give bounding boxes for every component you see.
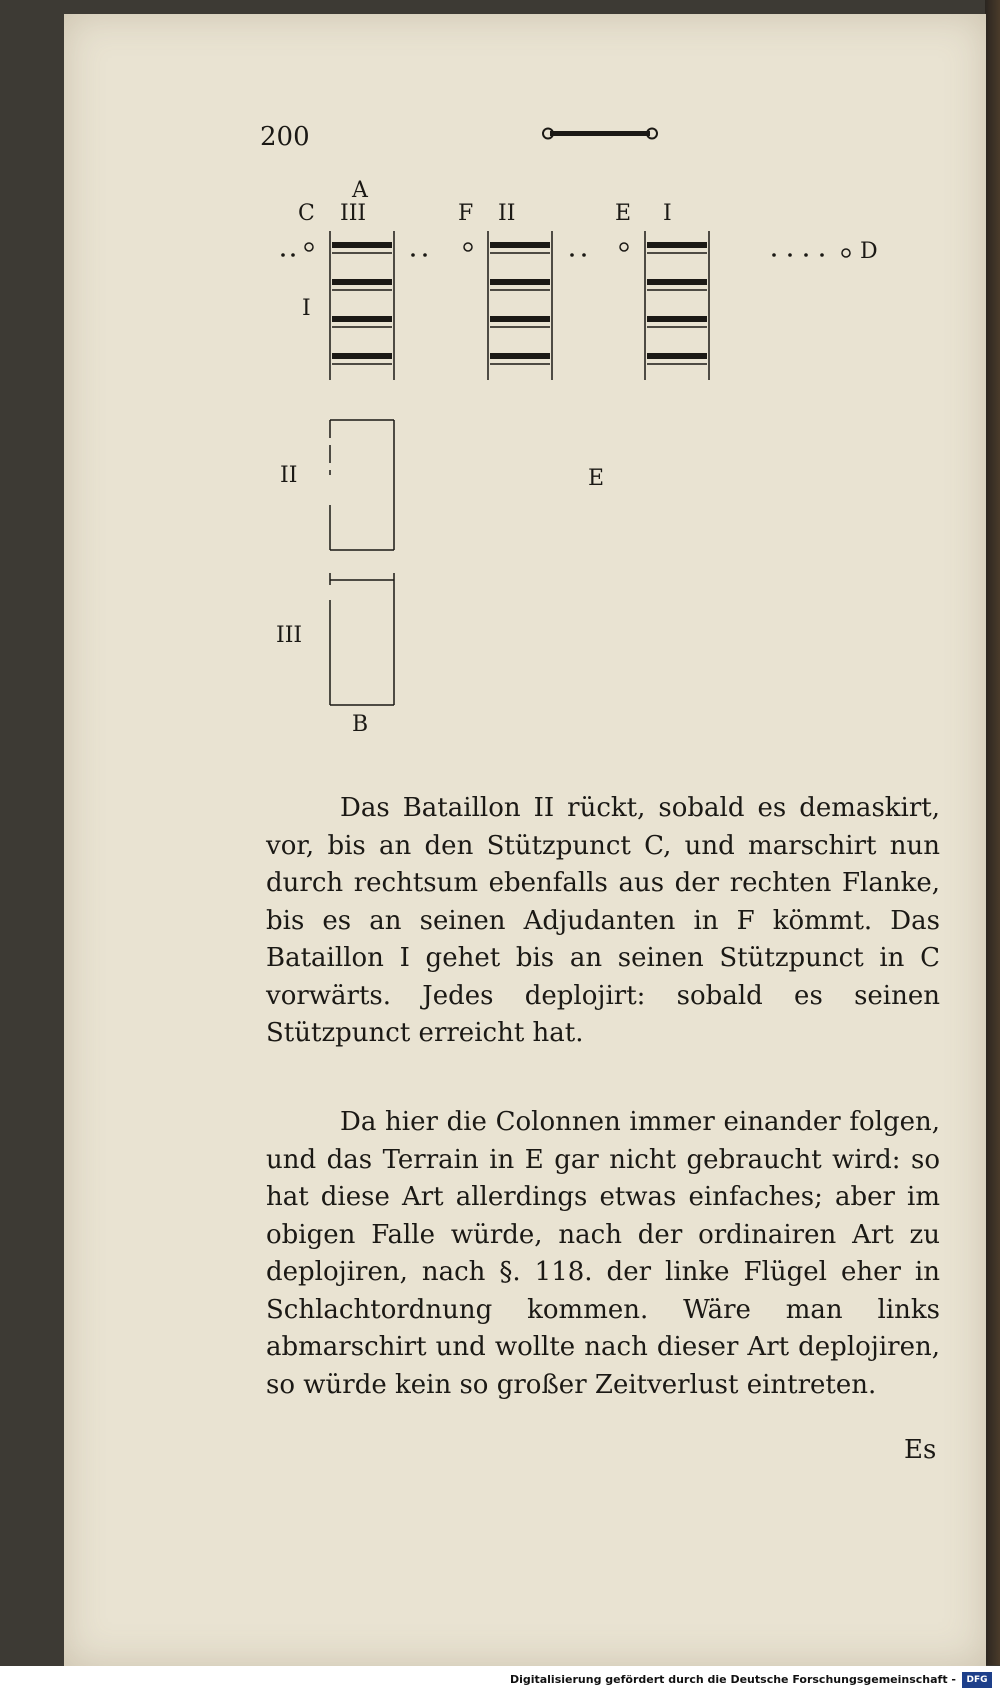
battalion-ii-column bbox=[330, 420, 394, 550]
support-point-e bbox=[620, 243, 628, 251]
column-ii-divisions bbox=[488, 231, 552, 380]
label-row-iii: III bbox=[276, 623, 303, 648]
label-column-i: I bbox=[663, 201, 672, 226]
header-ornament bbox=[540, 124, 660, 142]
support-point-f bbox=[464, 243, 472, 251]
paragraph-1: Das Bataillon II rückt, sobald es demaskirt, vor, bis an den Stützpunct C, und marschirt nun durch rechtsum ebenfalls aus der rechten Flanke, bis es an seinen Adjudanten in F kömmt. Das Bataillon I gehet bis an seinen Stützpunct in C vorwärts. Jedes deplojirt: sobald es seinen Stützpunct erreicht hat. bbox=[266, 793, 940, 1048]
page-number: 200 bbox=[260, 122, 310, 152]
battalion-iii-column bbox=[330, 573, 394, 705]
label-f: F bbox=[458, 201, 474, 226]
digitization-credit: Digitalisierung gefördert durch die Deutsche Forschungsgemeinschaft - bbox=[509, 1673, 956, 1686]
label-row-ii: II bbox=[280, 463, 298, 488]
footer-bar bbox=[0, 1666, 1000, 1696]
label-column-iii: III bbox=[340, 201, 367, 226]
label-b: B bbox=[352, 712, 369, 737]
label-c: C bbox=[298, 201, 315, 226]
label-e-top: E bbox=[615, 201, 632, 226]
support-point-c bbox=[305, 243, 313, 251]
label-row-i: I bbox=[302, 296, 311, 321]
label-terrain-e: E bbox=[588, 466, 605, 491]
label-d: D bbox=[860, 239, 878, 264]
book-edge bbox=[985, 0, 1000, 1665]
column-i-divisions bbox=[645, 231, 709, 380]
catchword: Es bbox=[904, 1435, 937, 1465]
support-point-d bbox=[842, 249, 850, 257]
deployment-diagram bbox=[276, 175, 920, 765]
label-column-ii: II bbox=[498, 201, 516, 226]
label-a: A bbox=[352, 178, 368, 203]
paragraph-2: Da hier die Colonnen immer einander folgen, und das Terrain in E gar nicht gebraucht wird: so hat diese Art allerdings etwas einfaches; aber im obigen Falle würde, nach der ordinairen Art zu deplojiren, nach §. 118. der linke Flügel eher in Schlachtordnung kommen. Wäre man links abmarschirt und wollte nach dieser Art deplojiren, so würde kein so großer Zeitverlust eintreten. bbox=[266, 1107, 940, 1400]
dfg-logo: DFG bbox=[962, 1672, 992, 1688]
column-iii-divisions bbox=[330, 231, 394, 380]
